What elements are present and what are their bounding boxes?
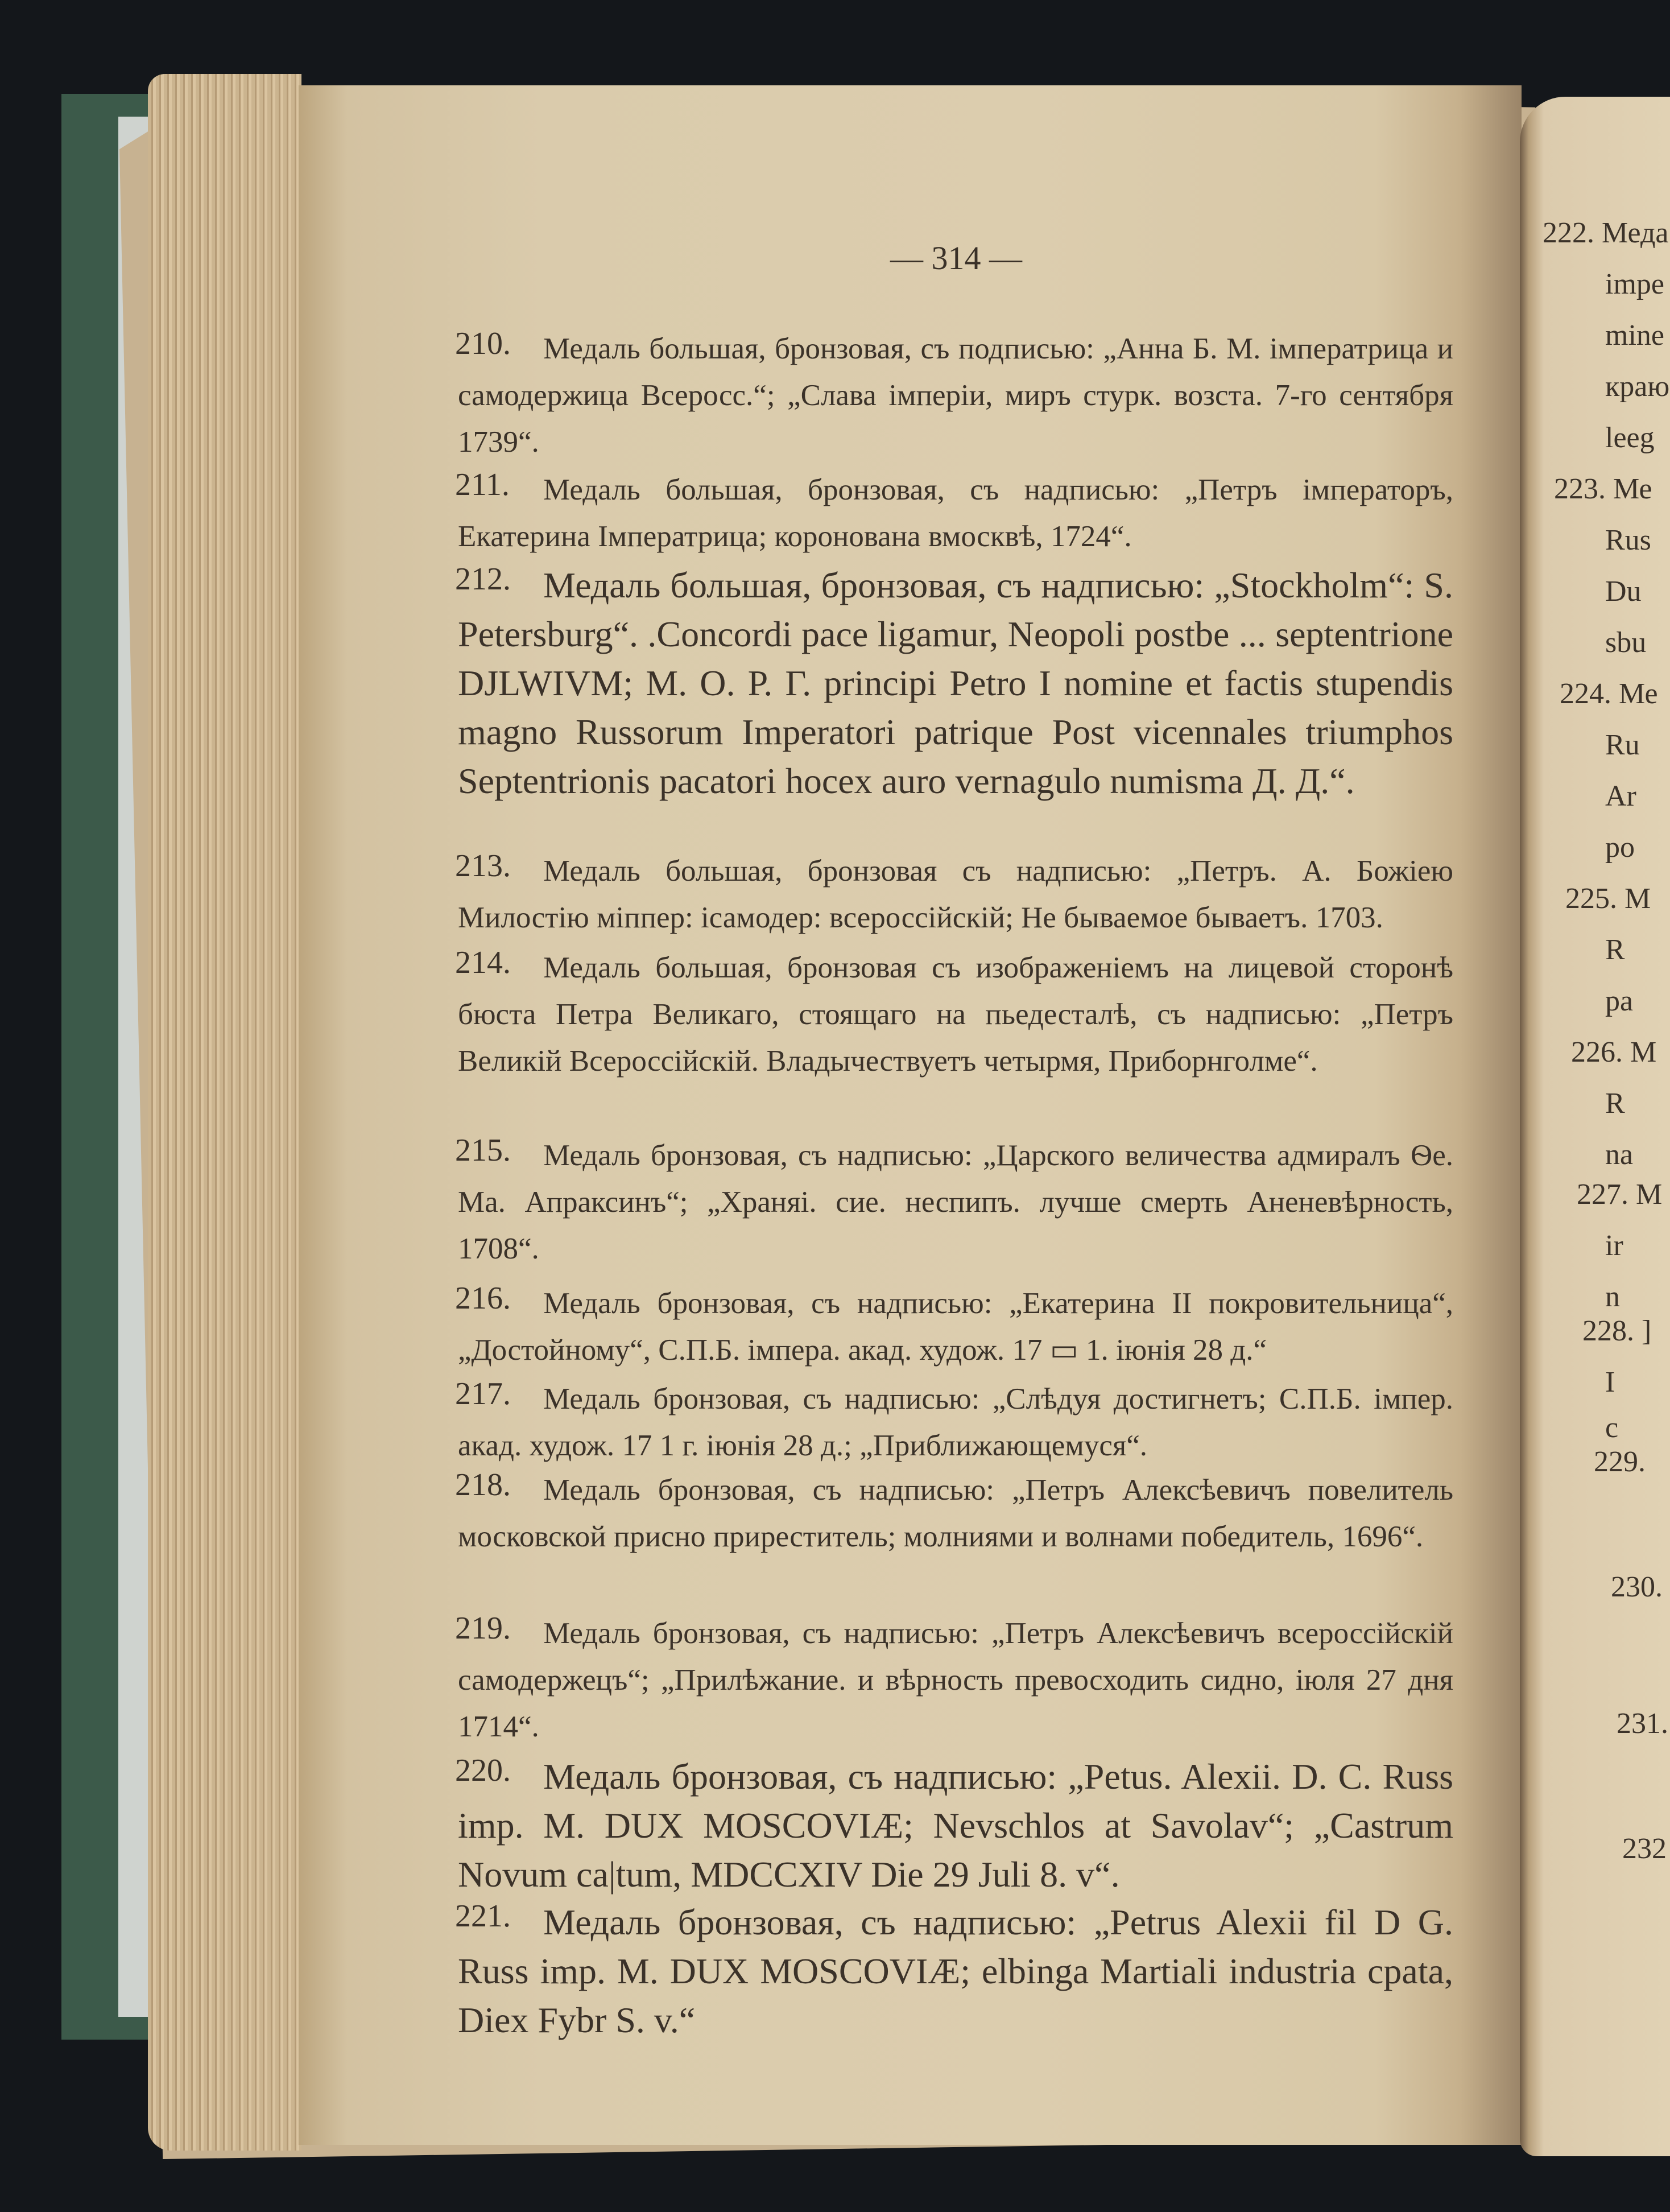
entry-number: 221. (455, 1899, 511, 1934)
entry-213 (455, 848, 1453, 941)
right-page-fragment: Du (1605, 575, 1642, 608)
right-page-fragment: Ar (1605, 780, 1636, 812)
entry-220 (455, 1752, 1453, 1895)
entry-text: Медаль бронзовая, съ надписью: „Екатерина II покровительница“, „Достойному“, С.П.Б. імпера. акад. худож. 17 ▭ 1. іюнія 28 д.“ (458, 1287, 1453, 1367)
entry-210 (455, 325, 1453, 462)
right-page-fragment: 224. Ме (1560, 678, 1658, 710)
right-page-fragment: краю (1605, 370, 1670, 403)
right-page-fragment: 227. М (1577, 1178, 1663, 1211)
entry-text: Медаль бронзовая, съ надписью: „Петръ Алексѣевичъ повелитель московской присно приреститель; молниями и волнами победитель, 1696“. (458, 1474, 1453, 1553)
entry-text: Медаль бронзовая, съ надписью: „Petus. Alexii. D. C. Russ imp. M. DUX MOSCOVIÆ; Nevschlos at Savolav“; „Castrum Novum ca|tum, MDCCXIV Die 29 Juli 8. v“. (458, 1756, 1453, 1895)
right-page-fragment: 223. Ме (1554, 473, 1652, 505)
page-number: — 314 — (890, 240, 1022, 276)
entry-text: Медаль большая, бронзовая, съ подписью: „Анна Б. М. імператрица и самодержица Всеросс.“; „Слава імперіи, миръ стурк. возста. 7-го сентября 1739“. (458, 332, 1453, 459)
entry-217 (455, 1376, 1453, 1469)
entry-214 (455, 944, 1453, 1126)
entry-number: 217. (455, 1376, 511, 1412)
entry-number: 220. (455, 1753, 511, 1788)
right-page-fragment: leeg (1605, 422, 1655, 454)
entry-215 (455, 1132, 1453, 1274)
entry-number: 218. (455, 1467, 511, 1503)
entry-211 (455, 467, 1453, 563)
right-page-fragment: R (1605, 1087, 1625, 1120)
right-page-fragment: c (1605, 1412, 1619, 1444)
entry-number: 212. (455, 562, 511, 597)
right-page-fragment: 231. (1617, 1707, 1668, 1740)
right-page-fragment: 228. ] (1582, 1315, 1652, 1347)
entry-number: 216. (455, 1281, 511, 1316)
entry-number: 213. (455, 848, 511, 884)
page-edges (148, 74, 301, 2151)
entry-212 (455, 561, 1453, 845)
entry-216 (455, 1280, 1453, 1373)
right-page-fragment: 232 (1622, 1833, 1667, 1865)
right-page-fragment: pa (1605, 985, 1634, 1017)
right-page-fragment: Ru (1605, 729, 1640, 761)
entry-text: Медаль бронзовая, съ надписью: „Петръ Алексѣевичъ всероссійскій самодержецъ“; „Прилѣжание. и вѣрность превосходить сидно, іюля 27 дня 1714“. (458, 1617, 1453, 1743)
right-page-fragment: I (1605, 1366, 1615, 1398)
entry-221 (455, 1898, 1453, 2046)
entry-number: 210. (455, 326, 511, 361)
right-page-fragment: 222. Меда (1543, 217, 1669, 249)
right-page-fragment: na (1605, 1138, 1634, 1171)
right-page-fragment: impe (1605, 268, 1664, 300)
entry-text: Медаль бронзовая, съ надписью: „Царского величества адмиралъ Ѳе. Ма. Апраксинъ“; „Храняі. сие. неспипъ. лучше смерть Аненевѣрность, 1708“. (458, 1139, 1453, 1265)
right-page-fragment: ir (1605, 1229, 1623, 1262)
right-page-fragment: 226. М (1571, 1036, 1657, 1068)
entry-number: 215. (455, 1133, 511, 1168)
right-page-fragment: R (1605, 934, 1625, 966)
entry-number: 214. (455, 945, 511, 980)
right-page-fragment: 230. (1611, 1571, 1663, 1603)
entry-number: 219. (455, 1611, 511, 1646)
right-page-fragment: mine (1605, 319, 1664, 352)
entry-219 (455, 1610, 1453, 1752)
right-page-fragment: sbu (1605, 626, 1647, 659)
entry-218 (455, 1467, 1453, 1609)
right-page-fragment: po (1605, 831, 1635, 864)
right-page-fragment: 225. М (1565, 882, 1651, 915)
right-page-fragment: 229. (1594, 1446, 1646, 1478)
right-page (1520, 97, 1670, 2156)
entry-text: Медаль большая, бронзовая съ надписью: „Петръ. А. Божіею Милостію міппер: ісамодер: всероссійскій; Не бываемое бываетъ. 1703. (458, 855, 1453, 934)
entry-text: Медаль большая, бронзовая, съ надписью: „Stockholm“: S. Petersburg“. .Concordi pace ligamur, Neopoli postbe ... septentrione DJLWIVM; М. О. Р. Г. principi Petro I nomine et factis stupendis magno Russorum Imperatori patrique Post vicennales triumphos Septentrionis pacatori hocex auro vernagulo numisma Д. Д.“. (458, 565, 1453, 801)
right-page-fragment: Rus (1605, 524, 1651, 556)
entry-text: Медаль бронзовая, съ надписью: „Слѣдуя достигнетъ; С.П.Б. імпер. акад. худож. 17 1 г. іюнія 28 д.; „Приближающемуся“. (458, 1383, 1453, 1462)
right-page-fragment: n (1605, 1281, 1620, 1313)
entry-number: 211. (455, 467, 510, 502)
entry-text: Медаль большая, бронзовая, съ надписью: „Петръ імператоръ, Екатерина Імператрица; коронована вмосквѣ, 1724“. (458, 473, 1453, 553)
entry-text: Медаль большая, бронзовая съ изображеніемъ на лицевой сторонѣ бюста Петра Великаго, стоящаго на пьедесталѣ, съ надписью: „Петръ Великій Всероссійскій. Владычествуетъ четырмя, Приборнголме“. (458, 951, 1453, 1078)
entry-text: Медаль бронзовая, съ надписью: „Petrus Alexii fil D G. Russ imp. M. DUX MOSCOVIÆ; elbinga Martiali industria cpata, Diex Fybr S. v.“ (458, 1902, 1453, 2040)
